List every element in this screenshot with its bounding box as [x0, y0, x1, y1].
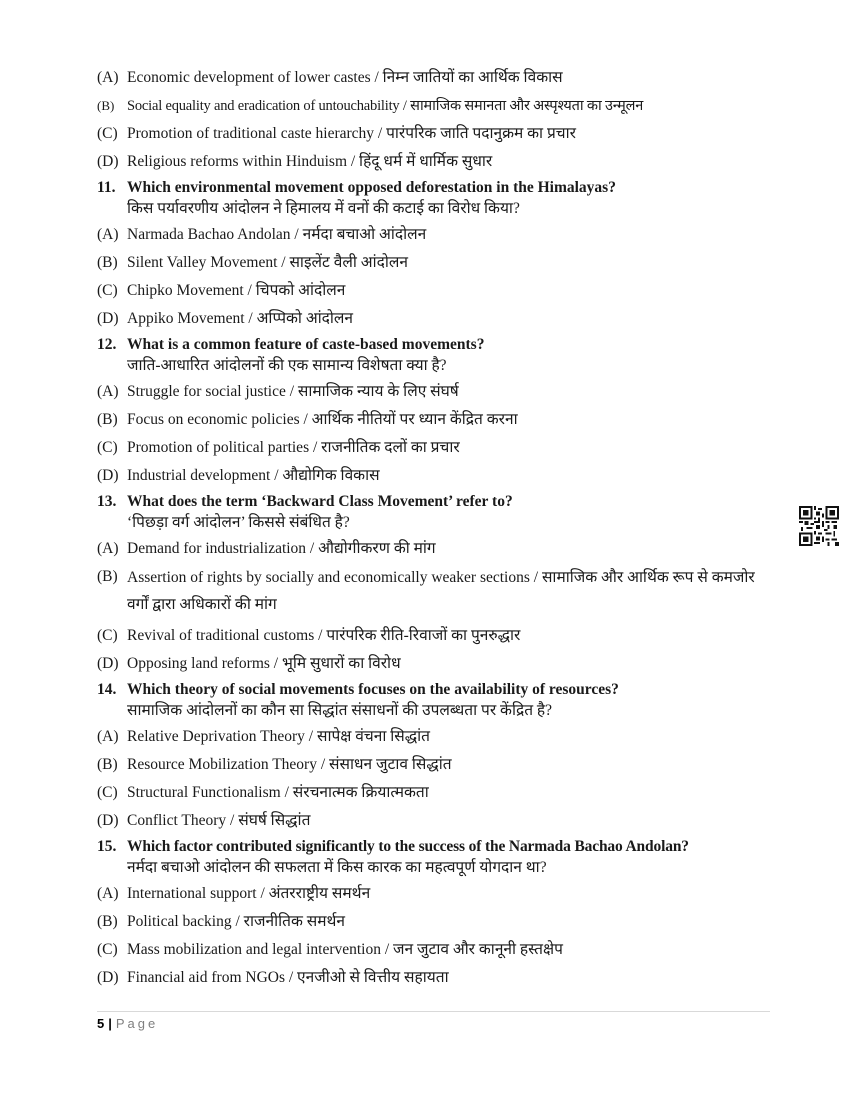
- option-11a: [97, 225, 777, 245]
- option-label: (B): [97, 756, 118, 773]
- option-label: (D): [97, 467, 119, 484]
- option-13a: [97, 539, 777, 559]
- question-text-en: What is a common feature of caste-based movements?: [127, 336, 485, 353]
- question-number: 15.: [97, 838, 117, 855]
- option-label: (A): [97, 885, 119, 902]
- option-10b: [97, 96, 777, 116]
- option-label: (B): [97, 411, 118, 428]
- option-14d: [97, 811, 777, 831]
- option-label: (D): [97, 969, 119, 986]
- option-label: (D): [97, 812, 119, 829]
- question-text-en: Which theory of social movements focuses on the availability of resources?: [127, 681, 619, 698]
- page-label: Page: [115, 1016, 159, 1031]
- option-12b: [97, 410, 777, 430]
- option-text: Conflict Theory / संघर्ष सिद्धांत: [127, 812, 311, 829]
- option-label: (A): [97, 540, 119, 557]
- qr-code-icon[interactable]: [799, 506, 839, 546]
- question-text-hi: ‘पिछड़ा वर्ग आंदोलन’ किससे संबंधित है?: [127, 514, 350, 531]
- question-text-en: Which factor contributed significantly to the success of the Narmada Bachao Andolan?: [127, 838, 689, 855]
- option-text: Religious reforms within Hinduism / हिंदू धर्म में धार्मिक सुधार: [127, 153, 493, 170]
- option-14b: [97, 755, 777, 775]
- option-label: (B): [97, 913, 118, 930]
- option-label: (C): [97, 627, 118, 644]
- option-10a: [97, 68, 777, 88]
- question-number: 14.: [97, 681, 117, 698]
- option-label: (A): [97, 383, 119, 400]
- question-text-hi: किस पर्यावरणीय आंदोलन ने हिमालय में वनों की कटाई का विरोध किया?: [127, 200, 520, 217]
- question-number: 11.: [97, 179, 116, 196]
- option-label: (A): [97, 69, 119, 86]
- option-text: Focus on economic policies / आर्थिक नीतियों पर ध्यान केंद्रित करना: [127, 411, 518, 428]
- option-text: Economic development of lower castes / निम्न जातियों का आर्थिक विकास: [127, 69, 563, 86]
- option-label: (A): [97, 728, 119, 745]
- option-text: Relative Deprivation Theory / सापेक्ष वंचना सिद्धांत: [127, 728, 430, 745]
- option-14a: [97, 727, 777, 747]
- footer-separator: |: [108, 1016, 112, 1031]
- option-13c: [97, 626, 777, 646]
- option-text: Social equality and eradication of untouchability / सामाजिक समानता और अस्पृश्यता का उन्मूलन: [127, 98, 644, 114]
- option-10d: [97, 152, 777, 172]
- option-15d: [97, 968, 777, 988]
- question-page: [97, 68, 777, 996]
- option-text: Silent Valley Movement / साइलेंट वैली आंदोलन: [127, 254, 408, 271]
- option-label: (D): [97, 153, 119, 170]
- question-13: [97, 492, 777, 533]
- option-text: International support / अंतरराष्ट्रीय समर्थन: [127, 885, 371, 902]
- option-label: (A): [97, 226, 119, 243]
- option-label: (C): [97, 125, 118, 142]
- option-label: (B): [97, 568, 118, 585]
- question-12: [97, 335, 777, 376]
- option-label: (D): [97, 655, 119, 672]
- option-label: (B): [97, 98, 115, 113]
- option-15a: [97, 884, 777, 904]
- question-text-en: What does the term ‘Backward Class Movement’ refer to?: [127, 493, 513, 510]
- question-15: [97, 837, 777, 878]
- page-number: 5: [97, 1016, 105, 1031]
- option-12c: [97, 438, 777, 458]
- option-label: (C): [97, 784, 118, 801]
- option-text: Struggle for social justice / सामाजिक न्याय के लिए संघर्ष: [127, 383, 459, 400]
- question-number: 12.: [97, 336, 117, 353]
- option-13d: [97, 654, 777, 674]
- option-text: Industrial development / औद्योगिक विकास: [127, 467, 380, 484]
- option-text: Revival of traditional customs / पारंपरिक रीति-रिवाजों का पुनरुद्धार: [127, 627, 521, 644]
- option-text: Resource Mobilization Theory / संसाधन जुटाव सिद्धांत: [127, 756, 452, 773]
- option-text: Narmada Bachao Andolan / नर्मदा बचाओ आंदोलन: [127, 226, 427, 243]
- option-12a: [97, 382, 777, 402]
- question-text-hi: सामाजिक आंदोलनों का कौन सा सिद्धांत संसाधनों की उपलब्धता पर केंद्रित है?: [127, 702, 553, 719]
- option-text: Political backing / राजनीतिक समर्थन: [127, 913, 346, 930]
- option-15c: [97, 940, 777, 960]
- option-text: Promotion of political parties / राजनीतिक दलों का प्रचार: [127, 439, 460, 456]
- option-text: Promotion of traditional caste hierarchy / पारंपरिक जाति पदानुक्रम का प्रचार: [127, 125, 576, 142]
- option-label: (D): [97, 310, 119, 327]
- option-10c: [97, 124, 777, 144]
- option-11c: [97, 281, 777, 301]
- question-number: 13.: [97, 493, 117, 510]
- question-text-en: Which environmental movement opposed deforestation in the Himalayas?: [127, 179, 616, 196]
- page-footer: [97, 1011, 770, 1031]
- option-text: Opposing land reforms / भूमि सुधारों का विरोध: [127, 655, 401, 672]
- option-label: (C): [97, 439, 118, 456]
- option-12d: [97, 466, 777, 486]
- option-text: Chipko Movement / चिपको आंदोलन: [127, 282, 346, 299]
- option-text: Appiko Movement / अप्पिको आंदोलन: [127, 310, 354, 327]
- option-text: Assertion of rights by socially and economically weaker sections / सामाजिक और आर्थिक रूप से कमजोर वर्गों द्वारा अधिकारों की मांग: [127, 569, 755, 613]
- option-14c: [97, 783, 777, 803]
- option-11b: [97, 253, 777, 273]
- question-text-hi: जाति-आधारित आंदोलनों की एक सामान्य विशेषता क्या है?: [127, 357, 447, 374]
- option-13b: [97, 567, 777, 618]
- option-text: Demand for industrialization / औद्योगीकरण की मांग: [127, 540, 436, 557]
- option-label: (B): [97, 254, 118, 271]
- option-11d: [97, 309, 777, 329]
- question-text-hi: नर्मदा बचाओ आंदोलन की सफलता में किस कारक का महत्वपूर्ण योगदान था?: [127, 859, 547, 876]
- option-label: (C): [97, 941, 118, 958]
- option-label: (C): [97, 282, 118, 299]
- option-text: Financial aid from NGOs / एनजीओ से वित्तीय सहायता: [127, 969, 449, 986]
- option-text: Structural Functionalism / संरचनात्मक क्रियात्मकता: [127, 784, 429, 801]
- question-11: [97, 178, 777, 219]
- option-15b: [97, 912, 777, 932]
- question-14: [97, 680, 777, 721]
- option-text: Mass mobilization and legal intervention / जन जुटाव और कानूनी हस्तक्षेप: [127, 941, 563, 958]
